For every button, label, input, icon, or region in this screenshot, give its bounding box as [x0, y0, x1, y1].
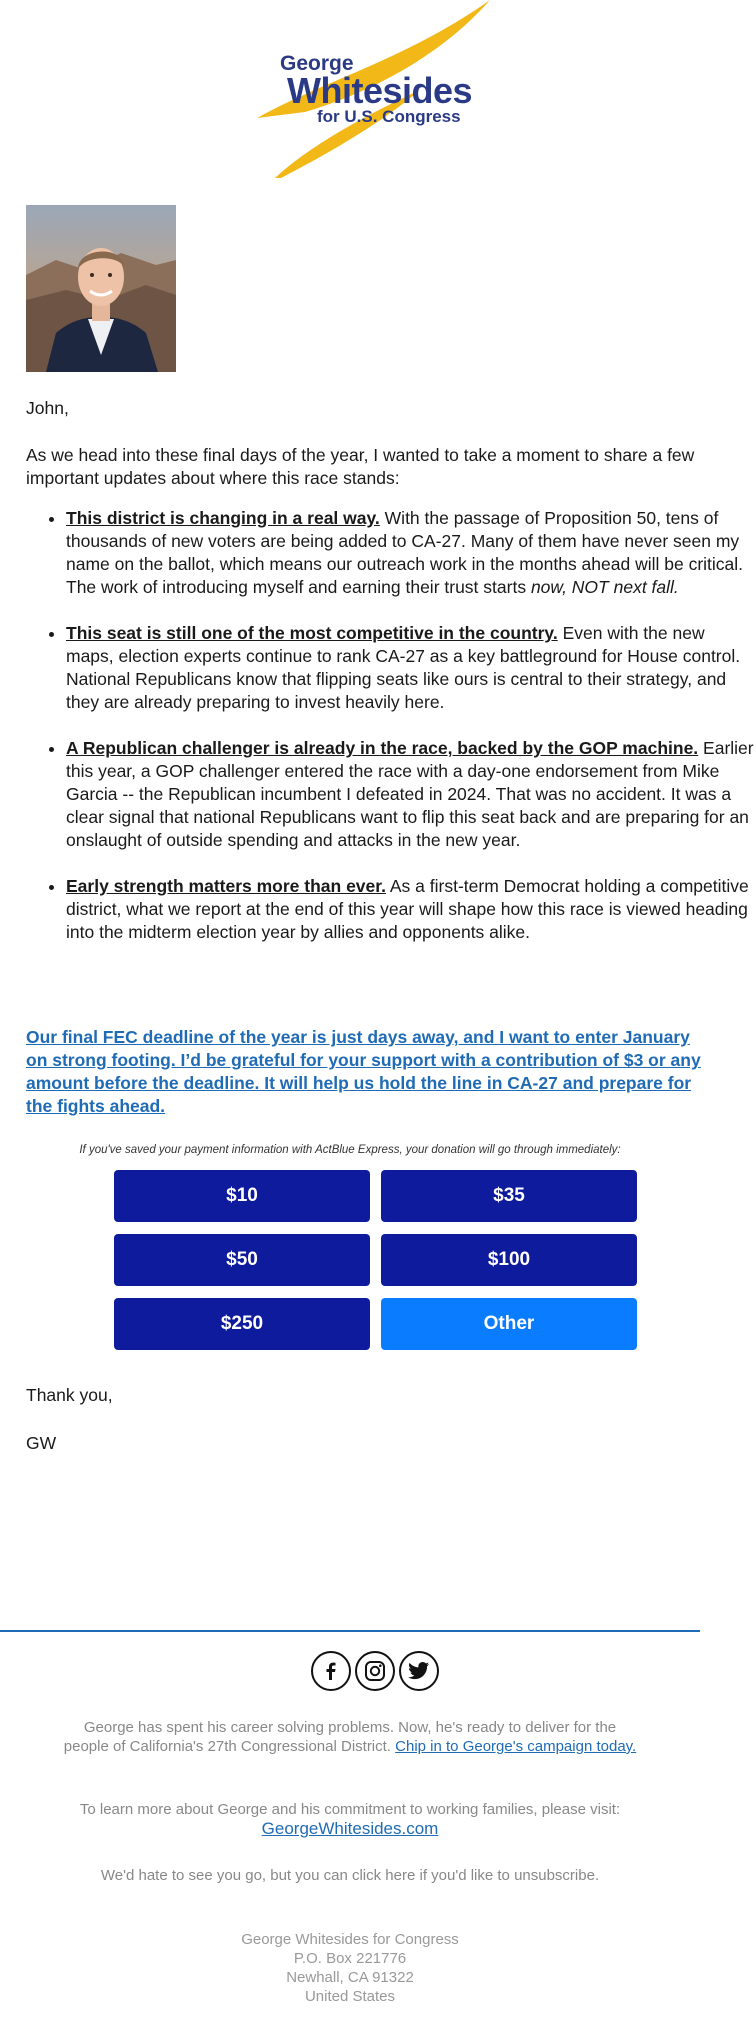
greeting: John, — [26, 398, 69, 418]
footer-bio-text: George has spent his career solving problems. Now, he's ready to deliver for the people of California's 27th Congressional District. — [63, 1719, 617, 1755]
donate-250-button[interactable]: $250 — [114, 1298, 370, 1350]
donate-100-button[interactable]: $100 — [381, 1234, 637, 1286]
logo-tagline: for U.S. Congress — [317, 107, 461, 126]
list-item — [66, 737, 756, 852]
bullet-body: Earlier this year, a GOP challenger entered the race with a day-one endorsement from Mike Garcia -- the Republican incumbent I defeated in 2024. That was no accident. It was a clear signal that national Republicans want to flip this seat back and are preparing for an onslaught of outside spending and attacks in the new year. — [66, 738, 754, 850]
update-list — [26, 507, 756, 967]
list-item — [66, 622, 756, 714]
campaign-logo[interactable] — [245, 0, 505, 180]
chip-in-link[interactable]: Chip in to George's campaign today. — [395, 1738, 637, 1755]
bullet-body: Even with the new maps, election experts continue to rank CA-27 as a key battleground for House control. National Republicans know that flipping seats like ours is central to their strategy, and they are already preparing to invest heavily here. — [66, 623, 741, 712]
donate-other-button[interactable]: Other — [381, 1298, 637, 1350]
signature: GW — [26, 1433, 57, 1453]
address-line: P.O. Box 221776 — [293, 1950, 407, 1967]
bullet-lead: This district is changing in a real way. — [66, 508, 380, 528]
bullet-lead: This seat is still one of the most competitive in the country. — [66, 623, 558, 643]
bullet-lead: Early strength matters more than ever. — [66, 876, 386, 896]
list-item — [66, 507, 756, 599]
list-item — [66, 875, 756, 944]
address-line: Newhall, CA 91322 — [286, 1969, 414, 1986]
closing: Thank you, — [26, 1385, 113, 1405]
bullet-body: With the passage of Proposition 50, tens of thousands of new voters are being added to CA-27. Many of them have never seen my name on the ballot, which means our outreach work in the months ahead will be critical. The work of introducing myself and earning their trust starts — [66, 508, 744, 597]
bullet-lead: A Republican challenger is already in the race, backed by the GOP machine. — [66, 738, 699, 758]
footer-bio — [60, 1718, 640, 1756]
candidate-photo — [26, 205, 176, 372]
logo-last-name: Whitesides — [287, 70, 473, 111]
address-line: George Whitesides for Congress — [241, 1931, 459, 1948]
website-link[interactable]: GeorgeWhitesides.com — [261, 1819, 439, 1838]
footer-learn — [60, 1800, 640, 1838]
footer-divider — [0, 1630, 700, 1632]
logo-first-name: George — [280, 52, 354, 75]
unsubscribe-link[interactable]: We'd hate to see you go, but you can click here if you'd like to unsubscribe. — [100, 1867, 600, 1884]
donate-10-button[interactable]: $10 — [114, 1170, 370, 1222]
instagram-icon[interactable] — [355, 1651, 395, 1691]
donate-cta-link[interactable]: Our final FEC deadline of the year is just days away, and I want to enter January on strong footing. I’d be grateful for your support with a contribution of $3 or any amount before the deadline. It will help us hold the line in CA-27 and prepare for the fights ahead. — [26, 1027, 701, 1116]
actblue-note: If you've saved your payment information with ActBlue Express, your donation will go through immediately: — [79, 1144, 621, 1156]
facebook-icon[interactable] — [311, 1651, 351, 1691]
footer-learn-text: To learn more about George and his commitment to working families, please visit: — [79, 1801, 621, 1818]
bullet-body: As a first-term Democrat holding a competitive district, what we report at the end of this year will shape how this race is viewed heading into the midterm election year by allies and opponents alike. — [66, 876, 749, 942]
twitter-icon[interactable] — [399, 1651, 439, 1691]
bullet-emphasis: now, NOT next fall. — [530, 577, 679, 597]
address-line: United States — [304, 1988, 396, 2005]
donate-35-button[interactable]: $35 — [381, 1170, 637, 1222]
intro-paragraph: As we head into these final days of the year, I wanted to take a moment to share a few important updates about where this race stands: — [26, 445, 695, 488]
donate-50-button[interactable]: $50 — [114, 1234, 370, 1286]
